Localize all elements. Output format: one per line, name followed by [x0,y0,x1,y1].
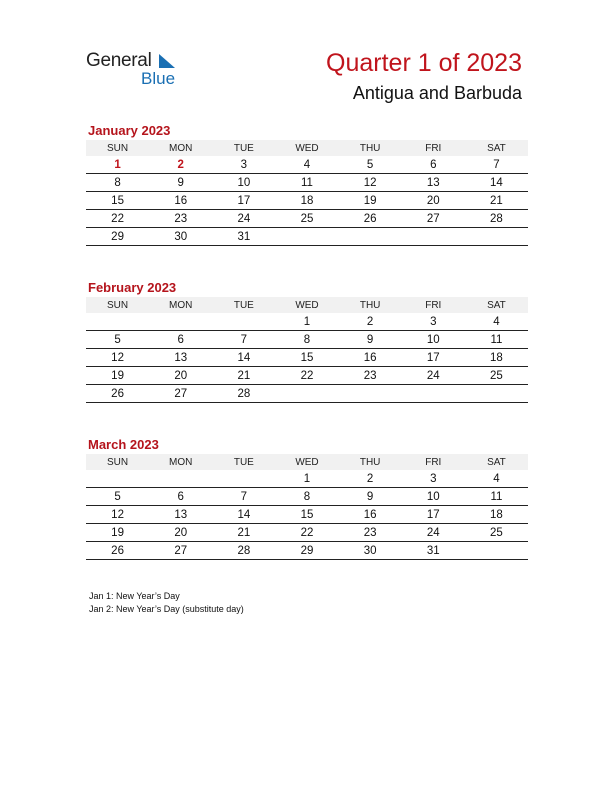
day-cell: 31 [212,228,275,246]
empty-day-cell [149,313,212,331]
week-row [86,506,528,524]
day-cell: 15 [86,192,149,210]
weekday-header-row [86,140,528,156]
month-march [86,435,528,560]
day-cell: 27 [149,385,212,403]
empty-day-cell [465,542,528,560]
day-cell: 27 [149,542,212,560]
month-title: February 2023 [88,280,177,295]
day-cell: 4 [465,470,528,488]
empty-day-cell [339,385,402,403]
day-cell: 23 [149,210,212,228]
day-cell: 21 [465,192,528,210]
day-cell: 17 [402,349,465,367]
day-cell: 8 [275,331,338,349]
day-cell: 23 [339,367,402,385]
empty-day-cell [149,470,212,488]
day-cell: 22 [275,524,338,542]
holiday-notes [89,590,244,616]
weekday-header-row [86,454,528,470]
day-cell: 3 [212,156,275,174]
empty-day-cell [465,385,528,403]
day-cell: 6 [402,156,465,174]
day-cell: 30 [149,228,212,246]
week-row [86,385,528,403]
day-cell: 10 [212,174,275,192]
day-cell: 8 [86,174,149,192]
week-row [86,156,528,174]
logo-text-general: General [86,50,152,71]
week-row [86,192,528,210]
day-cell: 7 [212,331,275,349]
empty-day-cell [402,385,465,403]
week-row [86,349,528,367]
empty-day-cell [212,313,275,331]
weekday-header: SAT [465,454,528,470]
day-cell: 6 [149,331,212,349]
day-cell: 23 [339,524,402,542]
day-cell: 14 [465,174,528,192]
empty-day-cell [86,313,149,331]
day-cell: 19 [339,192,402,210]
weekday-header: WED [275,454,338,470]
day-cell: 1 [275,313,338,331]
day-cell: 26 [339,210,402,228]
month-february [86,278,528,403]
day-cell: 26 [86,542,149,560]
logo-text-blue: Blue [141,69,176,88]
day-cell: 28 [212,542,275,560]
day-cell: 9 [149,174,212,192]
month-title: March 2023 [88,437,159,452]
day-cell: 2 [339,470,402,488]
weekday-header: SUN [86,297,149,313]
day-cell: 7 [465,156,528,174]
day-cell: 16 [339,349,402,367]
weekday-header: SUN [86,454,149,470]
day-cell: 9 [339,331,402,349]
weekday-header: TUE [212,140,275,156]
day-cell: 25 [465,367,528,385]
weekday-header: WED [275,140,338,156]
day-cell: 28 [465,210,528,228]
day-cell: 9 [339,488,402,506]
week-row [86,488,528,506]
day-cell: 7 [212,488,275,506]
page-subtitle: Antigua and Barbuda [352,83,522,103]
weekday-header: SUN [86,140,149,156]
week-row [86,313,528,331]
day-cell: 26 [86,385,149,403]
week-row [86,174,528,192]
weekday-header: SAT [465,297,528,313]
weekday-header: WED [275,297,338,313]
day-cell: 20 [149,524,212,542]
day-cell: 11 [465,488,528,506]
empty-day-cell [86,470,149,488]
day-cell: 2 [149,156,212,174]
day-cell: 19 [86,367,149,385]
weekday-header: FRI [402,140,465,156]
weekday-header: SAT [465,140,528,156]
day-cell: 12 [86,349,149,367]
day-cell: 11 [275,174,338,192]
weekday-header: MON [149,297,212,313]
day-cell: 1 [86,156,149,174]
day-cell: 15 [275,349,338,367]
day-cell: 25 [465,524,528,542]
week-row [86,524,528,542]
day-cell: 12 [339,174,402,192]
day-cell: 14 [212,506,275,524]
day-cell: 10 [402,331,465,349]
week-row [86,542,528,560]
holiday-note: Jan 1: New Year’s Day [89,591,180,601]
calendar-table [86,140,528,246]
day-cell: 27 [402,210,465,228]
day-cell: 19 [86,524,149,542]
day-cell: 21 [212,524,275,542]
weekday-header: FRI [402,297,465,313]
day-cell: 15 [275,506,338,524]
empty-day-cell [275,385,338,403]
day-cell: 8 [275,488,338,506]
page-title: Quarter 1 of 2023 [326,49,522,77]
day-cell: 3 [402,470,465,488]
logo-flag-icon [159,54,175,68]
weekday-header: THU [339,297,402,313]
day-cell: 5 [339,156,402,174]
day-cell: 20 [402,192,465,210]
day-cell: 13 [149,506,212,524]
weekday-header: THU [339,140,402,156]
day-cell: 25 [275,210,338,228]
day-cell: 11 [465,331,528,349]
day-cell: 18 [275,192,338,210]
calendar-table [86,297,528,403]
day-cell: 28 [212,385,275,403]
day-cell: 29 [275,542,338,560]
week-row [86,367,528,385]
day-cell: 12 [86,506,149,524]
week-row [86,210,528,228]
day-cell: 31 [402,542,465,560]
weekday-header: THU [339,454,402,470]
weekday-header-row [86,297,528,313]
holiday-note: Jan 2: New Year’s Day (substitute day) [89,604,244,614]
day-cell: 13 [402,174,465,192]
day-cell: 22 [86,210,149,228]
month-title: January 2023 [88,123,171,138]
empty-day-cell [275,228,338,246]
empty-day-cell [465,228,528,246]
day-cell: 5 [86,331,149,349]
weekday-header: TUE [212,297,275,313]
weekday-header: TUE [212,454,275,470]
day-cell: 18 [465,506,528,524]
day-cell: 24 [402,367,465,385]
weekday-header: MON [149,454,212,470]
day-cell: 10 [402,488,465,506]
week-row [86,470,528,488]
weekday-header: FRI [402,454,465,470]
calendar-table [86,454,528,560]
day-cell: 22 [275,367,338,385]
week-row [86,331,528,349]
day-cell: 4 [465,313,528,331]
day-cell: 16 [149,192,212,210]
day-cell: 16 [339,506,402,524]
empty-day-cell [339,228,402,246]
week-row [86,228,528,246]
day-cell: 2 [339,313,402,331]
day-cell: 6 [149,488,212,506]
day-cell: 3 [402,313,465,331]
day-cell: 29 [86,228,149,246]
day-cell: 1 [275,470,338,488]
day-cell: 24 [402,524,465,542]
day-cell: 13 [149,349,212,367]
day-cell: 17 [402,506,465,524]
day-cell: 18 [465,349,528,367]
month-january [86,121,528,246]
day-cell: 21 [212,367,275,385]
empty-day-cell [402,228,465,246]
day-cell: 30 [339,542,402,560]
day-cell: 17 [212,192,275,210]
empty-day-cell [212,470,275,488]
day-cell: 14 [212,349,275,367]
generalblue-logo [86,50,196,90]
day-cell: 5 [86,488,149,506]
day-cell: 24 [212,210,275,228]
day-cell: 20 [149,367,212,385]
weekday-header: MON [149,140,212,156]
day-cell: 4 [275,156,338,174]
